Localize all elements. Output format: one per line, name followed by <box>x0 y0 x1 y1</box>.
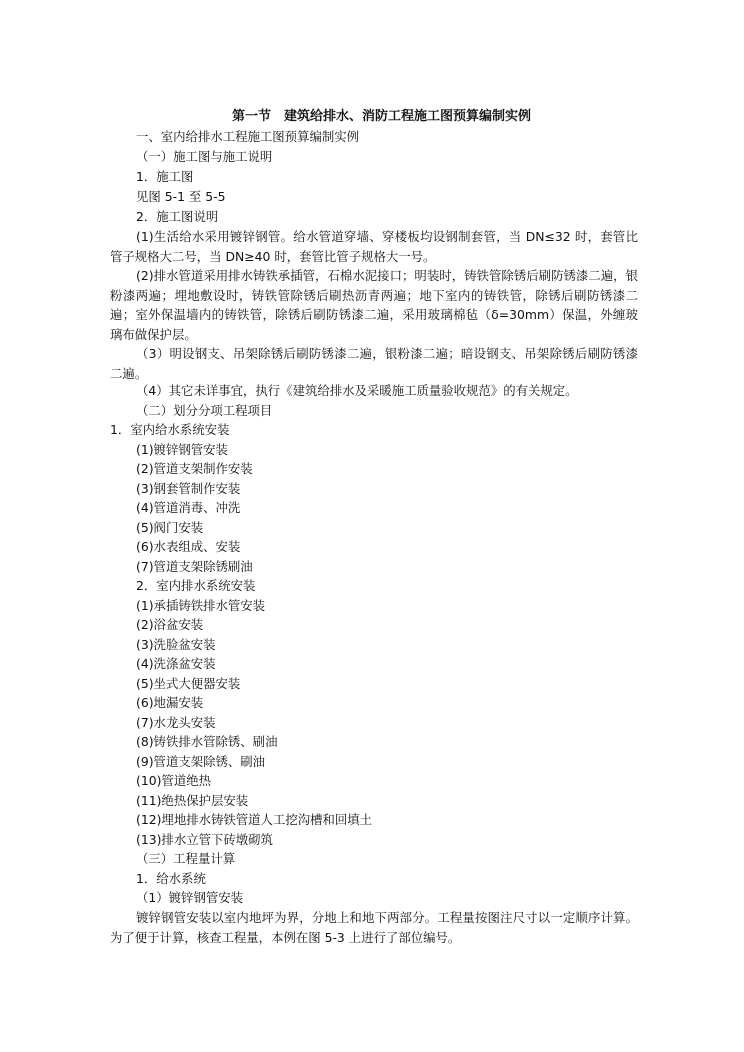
subsection-heading: （一）施工图与施工说明 <box>136 149 273 164</box>
subsection-heading: （三）工程量计算 <box>136 851 236 866</box>
list-item: (5)坐式大便器安装 <box>136 676 241 691</box>
list-item: (2)管道支架制作安装 <box>136 461 253 476</box>
list-item: (10)管道绝热 <box>136 773 211 788</box>
list-item: (4)管道消毒、冲洗 <box>136 500 241 515</box>
list-item: (7)管道支架除锈刷油 <box>136 559 253 574</box>
list-item: (6)地漏安装 <box>136 695 204 710</box>
group-heading: 1．室内给水系统安装 <box>110 422 230 437</box>
page-title: 第一节 建筑给排水、消防工程施工图预算编制实例 <box>232 109 532 124</box>
item-heading: 1．给水系统 <box>136 871 206 886</box>
note-paragraph: (2)排水管道采用排水铸铁承插管，石棉水泥接口；明装时，铸铁管除锈后刷防锈漆二遍，银粉漆两遍；埋地敷设时，铸铁管除锈后刷热沥青两遍；地下室内的铸铁管，除锈后刷防锈漆二遍；室外保温墙内的铸铁管，除锈后刷防锈漆二遍，采用玻璃棉毡（δ=30mm）保温，外缠玻璃布做保护层。 <box>110 268 638 342</box>
note-paragraph: （4）其它未详事宜，执行《建筑给排水及采暖施工质量验收规范》的有关规定。 <box>136 383 578 398</box>
item-heading: 1．施工图 <box>136 169 194 184</box>
list-item: (3)洗脸盆安装 <box>136 637 216 652</box>
list-item: (4)洗涤盆安装 <box>136 656 216 671</box>
note-paragraph: (1)生活给水采用镀锌钢管。给水管道穿墙、穿楼板均设钢制套管，当 DN≤32 时，套管比管子规格大二号，当 DN≥40 时，套管比管子规格大一号。 <box>110 229 638 264</box>
list-item: (6)水表组成、安装 <box>136 539 241 554</box>
group-heading: 2．室内排水系统安装 <box>136 578 256 593</box>
list-item: (11)绝热保护层安装 <box>136 793 249 808</box>
subsection-heading: （二）划分分项工程项目 <box>136 403 273 418</box>
item-heading: （1）镀锌钢管安装 <box>136 890 244 905</box>
list-item: (13)排水立管下砖墩砌筑 <box>136 832 273 847</box>
note-paragraph: （3）明设钢支、吊架除锈后刷防锈漆二遍，银粉漆二遍；暗设钢支、吊架除锈后刷防锈漆二遍。 <box>110 346 638 381</box>
list-item: (1)承插铸铁排水管安装 <box>136 598 266 613</box>
list-item: (5)阀门安装 <box>136 520 204 535</box>
list-item: (8)铸铁排水管除锈、刷油 <box>136 734 278 749</box>
body-paragraph: 镀锌钢管安装以室内地坪为界，分地上和地下两部分。工程量按图注尺寸以一定顺序计算。为了便于计算，核查工程量，本例在图 5-3 上进行了部位编号。 <box>110 910 638 945</box>
list-item: (3)钢套管制作安装 <box>136 481 241 496</box>
list-item: (12)埋地排水铸铁管道人工挖沟槽和回填土 <box>136 812 373 827</box>
list-item: (9)管道支架除锈、刷油 <box>136 754 266 769</box>
list-item: (7)水龙头安装 <box>136 715 216 730</box>
item-heading: 2．施工图说明 <box>136 209 219 224</box>
list-item: (1)镀锌钢管安装 <box>136 442 228 457</box>
section-heading: 一、室内给排水工程施工图预算编制实例 <box>136 129 360 144</box>
list-item: (2)浴盆安装 <box>136 617 204 632</box>
figure-reference: 见图 5-1 至 5-5 <box>136 189 226 204</box>
